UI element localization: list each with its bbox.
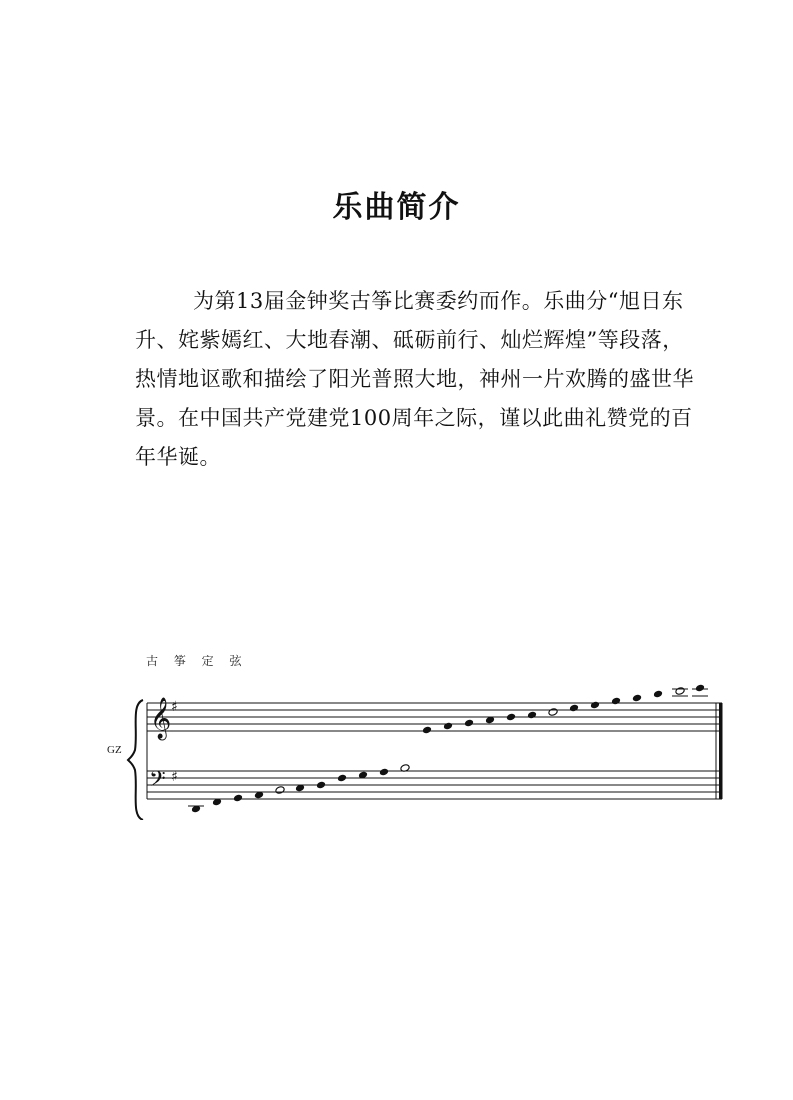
- note: [464, 719, 474, 728]
- tuning-caption: 古 筝 定 弦: [146, 654, 248, 668]
- note: [611, 697, 621, 706]
- note: [275, 786, 285, 795]
- intro-paragraph: [135, 282, 695, 477]
- final-barline-thick: [719, 703, 723, 799]
- note: [443, 722, 453, 731]
- note: [337, 774, 347, 783]
- note: [233, 794, 243, 803]
- guzheng-tuning-score: [0, 660, 793, 820]
- note: [527, 711, 537, 720]
- note: [379, 768, 389, 777]
- note: [548, 708, 558, 717]
- note: [316, 781, 326, 790]
- treble-notes: [422, 684, 705, 735]
- note: [695, 684, 705, 693]
- note: [506, 713, 516, 722]
- treble-staff-lines: [147, 703, 722, 731]
- note: [653, 690, 663, 699]
- bass-key-sharp: ♯: [171, 769, 178, 785]
- note: [675, 687, 685, 696]
- note: [632, 694, 642, 703]
- intro-text: 为第13届金钟奖古筝比赛委约而作。乐曲分“旭日东升、姹紫嫣红、大地春潮、砥砺前行、灿烂辉煌”等段落，热情地讴歌和描绘了阳光普照大地，神州一片欢腾的盛世华景。在中国共产党建党100周年之际，谨以此曲礼赞党的百年华诞。: [135, 289, 694, 469]
- note: [569, 704, 579, 713]
- page-title: 乐曲简介: [332, 190, 461, 225]
- instrument-label: GZ: [107, 744, 122, 756]
- bass-clef: 𝄢: [149, 767, 166, 797]
- treble-key-sharp: ♯: [171, 699, 178, 715]
- note: [590, 701, 600, 710]
- grand-staff-brace: [128, 700, 143, 820]
- note: [422, 726, 432, 735]
- treble-clef: 𝄞: [150, 698, 172, 739]
- bass-staff-lines: [147, 771, 722, 799]
